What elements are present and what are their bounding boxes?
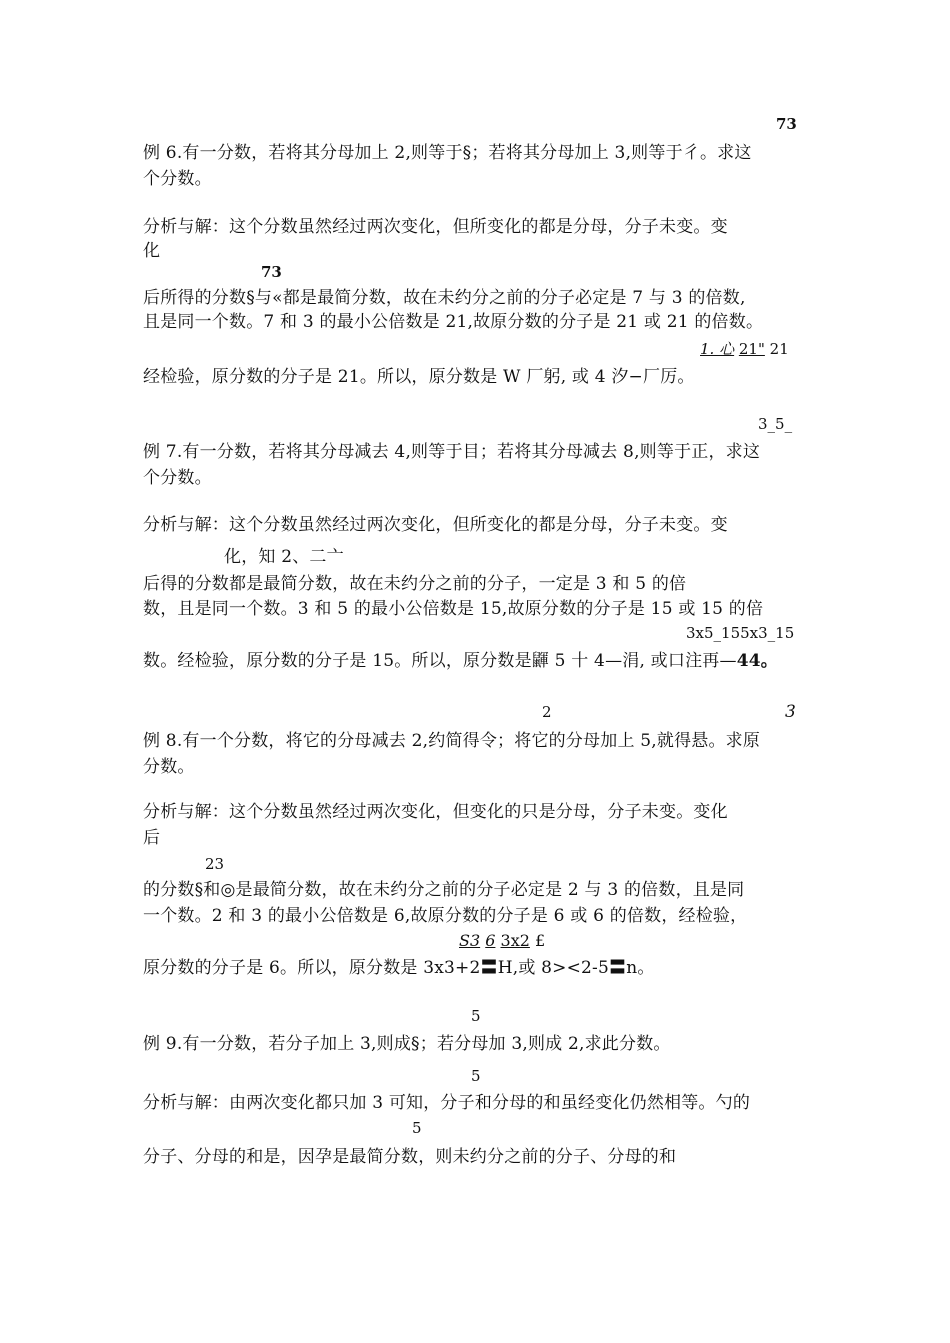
fraction-numerator: 73 (776, 115, 797, 133)
example-7-analysis-line-1: 分析与解：这个分数虽然经过两次变化，但所变化的都是分母，分子未变。变 (143, 515, 728, 535)
example-7-question-line-1: 例 7.有一分数，若将其分母减去 4,则等于目；若将其分母减去 8,则等于正，求这 (143, 442, 761, 462)
example-8-question-line-1: 例 8.有一个分数，将它的分母减去 2,约简得令；将它的分母加上 5,就得悬。求原 (143, 731, 761, 751)
example-9-analysis-line-2: 分子、分母的和是，因孕是最简分数，则未约分之前的分子、分母的和 (143, 1147, 677, 1167)
fraction-part: S3 (459, 931, 481, 950)
fraction-part: 21" (738, 340, 765, 358)
fraction-part: £ (535, 931, 546, 950)
example-6-question-line-1: 例 6.有一分数，若将其分母加上 2,则等于§；若将其分母加上 3,则等于彳。求这 (143, 143, 752, 163)
fraction-numerator: 5 (412, 1119, 422, 1137)
example-9-analysis-line-1: 分析与解：由两次变化都只加 3 可知，分子和分母的和虽经变化仍然相等。勺的 (143, 1093, 751, 1113)
fraction-row: 3x5_155x3_15 (686, 624, 795, 642)
example-7-question-line-2: 个分数。 (143, 468, 212, 488)
fraction-numerators: 3_5_ (758, 415, 793, 433)
fraction-numerator: 5 (471, 1067, 481, 1085)
fraction-numerator: 2 (542, 703, 552, 721)
fraction-part: 3x2 (500, 931, 530, 950)
example-8-analysis-line-3: 的分数§和◎是最简分数，故在未约分之前的分子必定是 2 与 3 的倍数，且是同 (143, 880, 745, 900)
fraction-part: 1. 心 (700, 340, 735, 358)
fraction-part: 21 (769, 340, 789, 358)
answer-text: 数。经检验，原分数的分子是 15。所以，原分数是鼲 5 十 4—涓, 或口注再— (143, 651, 737, 671)
example-9-question-line-1: 例 9.有一分数，若分子加上 3,则成§；若分母加 3,则成 2,求此分数。 (143, 1034, 671, 1054)
example-8-analysis-line-2: 后 (143, 828, 161, 848)
fraction-numerator: 3 (785, 702, 796, 722)
example-7-analysis-line-5 (143, 650, 778, 672)
example-6-analysis-line-4: 且是同一个数。7 和 3 的最小公倍数是 21,故原分数的分子是 21 或 21 的倍数。 (143, 312, 764, 332)
answer-value: 44。 (736, 651, 778, 671)
example-6-question-line-2: 个分数。 (143, 169, 212, 189)
example-8-analysis-line-4: 一个数。2 和 3 的最小公倍数是 6,故原分数的分子是 6 或 6 的倍数，经检验， (143, 906, 748, 926)
example-8-question-line-2: 分数。 (143, 757, 195, 777)
example-7-analysis-line-3: 后得的分数都是最简分数，故在未约分之前的分子，一定是 3 和 5 的倍 (143, 574, 687, 594)
fraction-part: 6 (485, 931, 496, 950)
example-6-analysis-line-2: 化 (143, 241, 161, 261)
example-8-analysis-line-5: 原分数的分子是 6。所以，原分数是 3x3+2〓H,或 8><2-5〓n。 (143, 958, 655, 978)
fraction-numerators: 73 (261, 263, 282, 281)
fraction-row (700, 340, 789, 358)
example-6-analysis-line-1: 分析与解：这个分数虽然经过两次变化，但所变化的都是分母，分子未变。变 (143, 217, 728, 237)
fraction-numerator: 5 (471, 1007, 481, 1025)
example-7-analysis-line-4: 数，且是同一个数。3 和 5 的最小公倍数是 15,故原分数的分子是 15 或 15 的倍 (143, 599, 764, 619)
example-7-analysis-line-2: 化，知 2、二亠 (224, 547, 344, 567)
fraction-row (459, 932, 545, 950)
example-6-analysis-line-3: 后所得的分数§与«都是最简分数，故在未约分之前的分子必定是 7 与 3 的倍数, (143, 288, 746, 308)
example-6-analysis-line-5: 经检验，原分数的分子是 21。所以，原分数是 W 厂躬, 或 4 汐−厂厉。 (143, 367, 695, 387)
fraction-numerators: 23 (205, 855, 225, 873)
example-8-analysis-line-1: 分析与解：这个分数虽然经过两次变化，但变化的只是分母，分子未变。变化 (143, 802, 728, 822)
